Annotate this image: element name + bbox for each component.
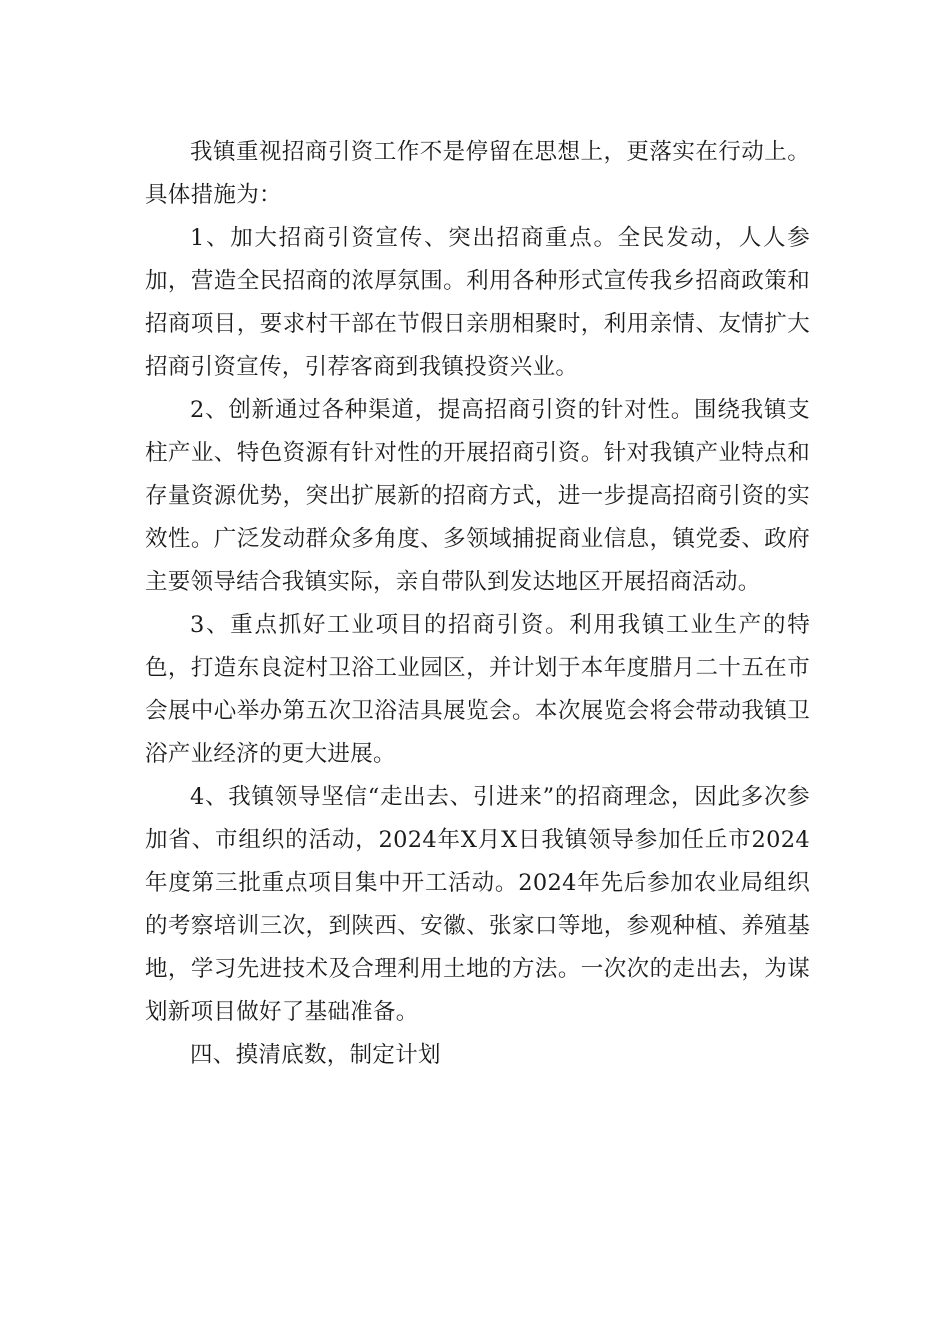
paragraph-measure-2: 2、创新通过各种渠道，提高招商引资的针对性。围绕我镇支柱产业、特色资源有针对性的开展招商引资。针对我镇产业特点和存量资源优势，突出扩展新的招商方式，进一步提高招商引资的实效性。广泛发动群众多角度、多领域捕捉商业信息，镇党委、政府主要领导结合我镇实际，亲自带队到发达地区开展招商活动。 (145, 397, 810, 595)
section-heading: 四、摸清底数，制定计划 (190, 1042, 441, 1068)
paragraph-measure-3: 3、重点抓好工业项目的招商引资。利用我镇工业生产的特色，打造东良淀村卫浴工业园区，并计划于本年度腊月二十五在市会展中心举办第五次卫浴洁具展览会。本次展览会将会带动我镇卫浴产业经济的更大进展。 (145, 612, 810, 767)
document-body (145, 131, 810, 1077)
paragraph-measure-1: 1、加大招商引资宣传、突出招商重点。全民发动，人人参加，营造全民招商的浓厚氛围。利用各种形式宣传我乡招商政策和招商项目，要求村干部在节假日亲朋相聚时，利用亲情、友情扩大招商引资宣传，引荐客商到我镇投资兴业。 (145, 225, 810, 380)
paragraph-intro: 我镇重视招商引资工作不是停留在思想上，更落实在行动上。具体措施为： (145, 139, 810, 208)
paragraph-measure-4: 4、我镇领导坚信“走出去、引进来”的招商理念，因此多次参加省、市组织的活动，2024年X月X日我镇领导参加任丘市2024年度第三批重点项目集中开工活动。2024年先后参加农业局组织的考察培训三次，到陕西、安徽、张家口等地，参观种植、养殖基地，学习先进技术及合理利用土地的方法。一次次的走出去，为谋划新项目做好了基础准备。 (145, 784, 810, 1025)
